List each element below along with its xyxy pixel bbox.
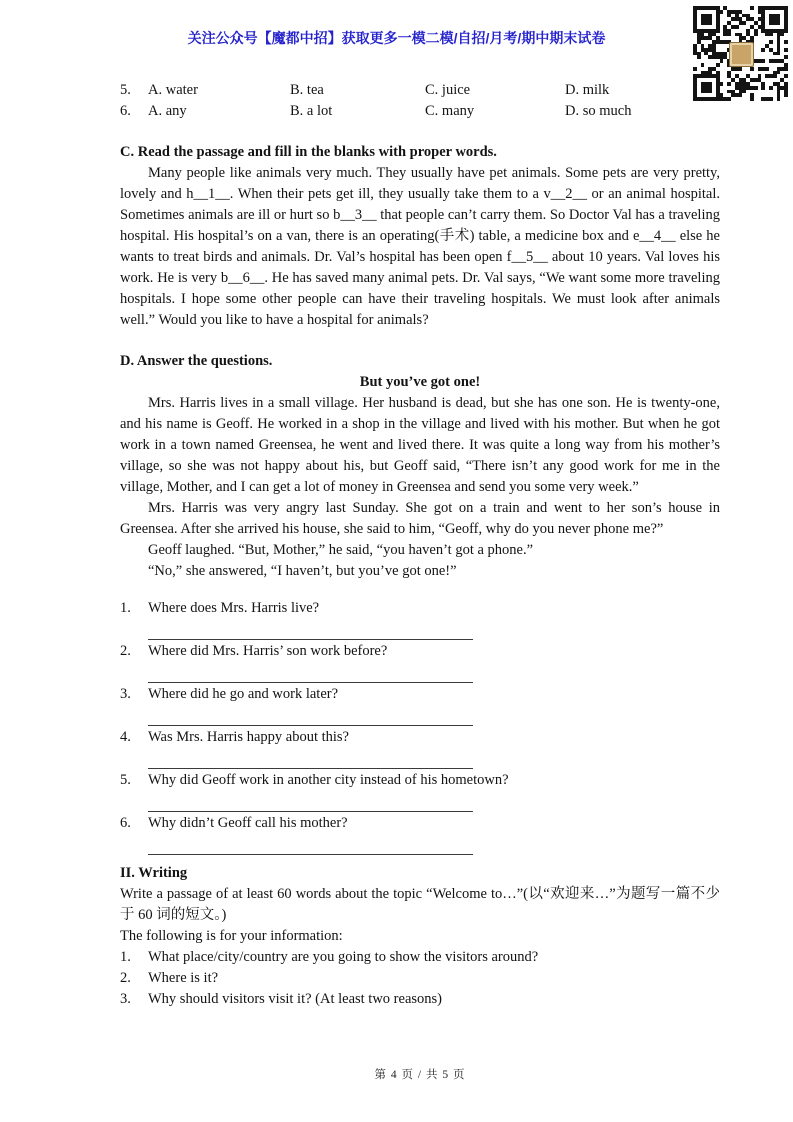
section-c-heading: C. Read the passage and fill in the blanks with proper words. — [120, 144, 497, 160]
question-text: Why did Geoff work in another city instead of his hometown? — [148, 772, 509, 788]
item-number: 1. — [120, 949, 131, 965]
choice-row-6 — [120, 101, 720, 122]
question-number: 4. — [120, 729, 131, 745]
question-item — [120, 684, 720, 726]
question-text: Where does Mrs. Harris live? — [148, 600, 320, 616]
question-list — [120, 598, 720, 855]
section-c-passage: Many people like animals very much. They usually have pet animals. Some pets are very pretty, lovely and h__1__. When their pets get ill, they usually take them to a v__2__ or an animal hospital. Sometimes animals are ill or hurt so b__3__ that people can’t carry them. So Doctor Val has a traveling hospital. His hospital’s on a van, there is an operating(手术) table, a medicine box and e__4__ else he wants to treat birds and animals. Dr. Val’s hospital has been open f__5__ about 10 years. Val loves his work. He is very b__6__. He has saved many animal pets. Dr. Val says, “We want some more traveling hospitals. I hope some other people can have their traveling hospitals. We must look after animals well.” Would you like to have a hospital for animals? — [120, 165, 720, 328]
writing-info-item — [120, 968, 720, 989]
item-text: Where is it? — [148, 970, 219, 986]
section-d-paragraph-1: Mrs. Harris lives in a small village. Her husband is dead, but she has one son. He is twenty-one, and his name is Geoff. He worked in a shop in the village and lived with his mother. But when he got work in a town named Greensea, he went and lived there. It was quite a long way from his mother’s village, so she was not happy about his, but Geoff said, “There isn’t any good work for me in the village, Mother, and I can get a lot of money in Greensea and send you some very week.” — [120, 395, 720, 495]
option-d: D. milk — [565, 82, 610, 98]
question-item — [120, 813, 720, 855]
writing-info-intro: The following is for your information: — [120, 928, 343, 944]
question-item — [120, 598, 720, 640]
answer-blank — [148, 662, 473, 683]
question-number: 2. — [120, 643, 131, 659]
wechat-qr-code-icon — [693, 6, 788, 101]
item-number: 3. — [120, 991, 131, 1007]
question-item — [120, 727, 720, 769]
question-item — [120, 770, 720, 812]
item-text: What place/city/country are you going to show the visitors around? — [148, 949, 539, 965]
answer-blank — [148, 619, 473, 640]
choice-row-5 — [120, 80, 720, 101]
section-d-paragraph-3: Geoff laughed. “But, Mother,” he said, “you haven’t got a phone.” — [148, 542, 534, 558]
option-d: D. so much — [565, 103, 632, 119]
option-c: C. juice — [425, 82, 471, 98]
question-number: 3. — [120, 686, 131, 702]
qr-center-logo-icon — [729, 42, 754, 67]
passage-title: But you’ve got one! — [359, 374, 481, 390]
header-banner: 关注公众号【魔都中招】获取更多一模二模/自招/月考/期中期末试卷 — [187, 30, 606, 46]
option-b: B. a lot — [290, 103, 333, 119]
writing-heading: II. Writing — [120, 865, 188, 881]
option-b: B. tea — [290, 82, 324, 98]
section-d-heading: D. Answer the questions. — [120, 353, 273, 369]
question-number: 6. — [120, 103, 131, 119]
answer-blank — [148, 834, 473, 855]
answer-blank — [148, 705, 473, 726]
question-text: Where did he go and work later? — [148, 686, 339, 702]
item-text: Why should visitors visit it? (At least two reasons) — [148, 991, 442, 1007]
question-item — [120, 641, 720, 683]
question-number: 6. — [120, 815, 131, 831]
question-text: Where did Mrs. Harris’ son work before? — [148, 643, 388, 659]
page-footer: 第 4 页 / 共 5 页 — [374, 1069, 466, 1081]
question-number: 1. — [120, 600, 131, 616]
item-number: 2. — [120, 970, 131, 986]
writing-info-item — [120, 989, 720, 1010]
option-c: C. many — [425, 103, 475, 119]
question-text: Was Mrs. Harris happy about this? — [148, 729, 349, 745]
question-text: Why didn’t Geoff call his mother? — [148, 815, 348, 831]
option-a: A. any — [148, 103, 187, 119]
question-number: 5. — [120, 82, 131, 98]
writing-prompt: Write a passage of at least 60 words about the topic “Welcome to…”(以“欢迎来…”为题写一篇不少于 60 词的短文。) — [120, 886, 720, 923]
section-d-paragraph-2: Mrs. Harris was very angry last Sunday. She got on a train and went to her son’s house in Greensea. After she arrived his house, she said to him, “Geoff, why do you never phone me?” — [120, 500, 720, 537]
question-number: 5. — [120, 772, 131, 788]
writing-info-item — [120, 947, 720, 968]
choice-section — [120, 80, 720, 122]
answer-blank — [148, 791, 473, 812]
section-d-paragraph-4: “No,” she answered, “I haven’t, but you’ve got one!” — [148, 563, 457, 579]
option-a: A. water — [148, 82, 198, 98]
answer-blank — [148, 748, 473, 769]
page-content — [0, 80, 793, 1010]
